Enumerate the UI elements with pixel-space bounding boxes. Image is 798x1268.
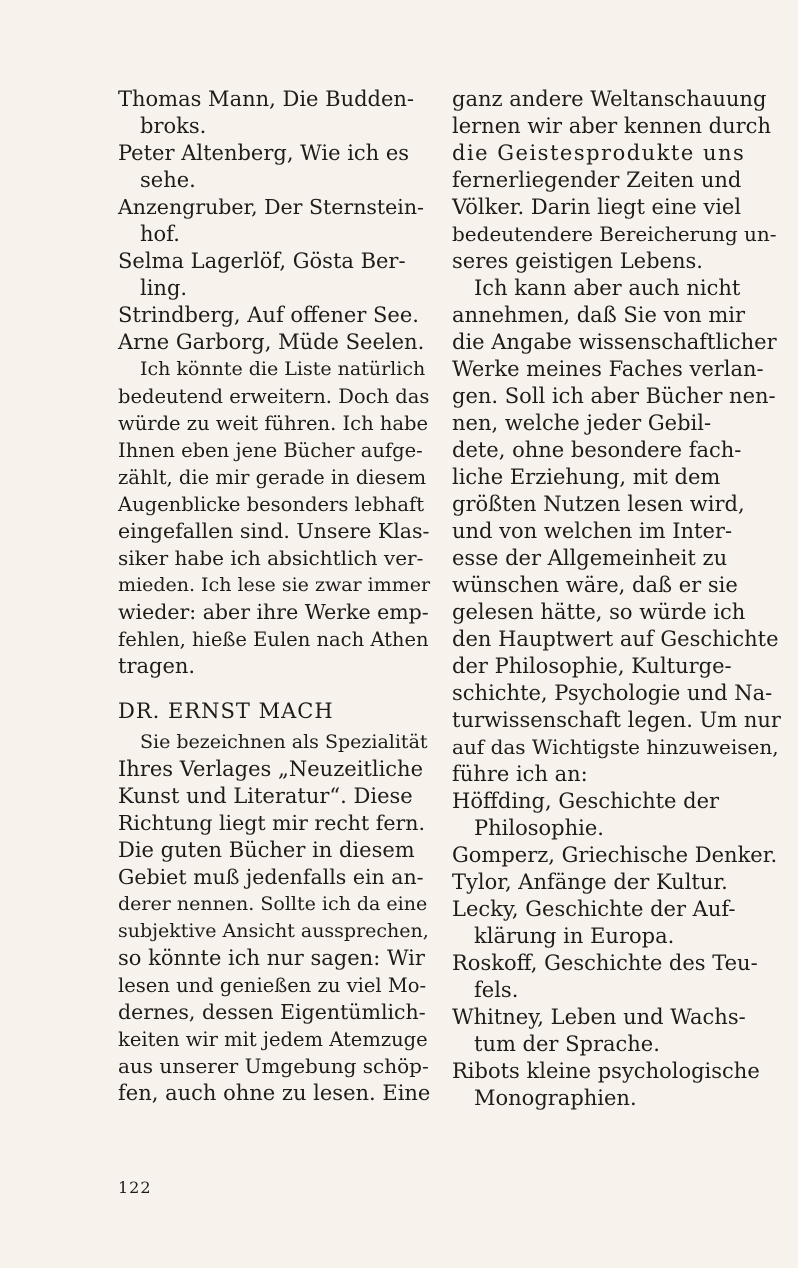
paragraph-line: fen, auch ohne zu lesen. Eine [118,1081,431,1105]
paragraph-line: fernerliegender Zeiten und [452,168,742,192]
paragraph-line: bedeutend erweitern. Doch das [118,385,430,408]
paragraph-line: siker habe ich absichtlich ver- [118,546,424,570]
paragraph-line: zählt, die mir gerade in diesem [118,466,427,489]
book-entry: Gomperz, Griechische Denker. [452,843,778,867]
paragraph-line: keiten wir mit jedem Atemzuge [118,1028,428,1051]
book-entry: Thomas Mann, Die Budden- [118,87,415,111]
book-entry: Arne Garborg, Müde Seelen. [118,330,425,354]
paragraph-line: und von welchen im Inter- [452,519,733,543]
paragraph-line: eingefallen sind. Unsere Klas- [118,519,430,543]
paragraph-line: Ihres Verlages „Neuzeitliche [118,757,424,781]
paragraph-line: fehlen, hieße Eulen nach Athen [118,628,429,651]
paragraph-line: liche Erziehung, mit dem [452,465,721,489]
book-entry-continuation: sehe. [140,168,196,192]
paragraph-line: dete, ohne besondere fach- [452,438,742,462]
paragraph-line: Ihnen eben jene Bücher aufge- [118,439,423,462]
paragraph-line: Gebiet muß jedenfalls ein an- [118,865,424,889]
paragraph-line: die Angabe wissenschaftlicher [452,330,777,354]
paragraph-line: nen, welche jeder Gebil- [452,411,712,435]
paragraph-line: so könnte ich nur sagen: Wir [118,946,425,970]
book-entry-continuation: Monographien. [474,1086,637,1110]
paragraph-line: wünschen wäre, daß er sie [452,573,738,597]
page-number: 122 [118,1178,152,1197]
book-entry-continuation: broks. [140,114,207,138]
paragraph-line: mieden. Ich lese sie zwar immer [118,574,431,596]
paragraph-line: den Hauptwert auf Geschichte [452,627,779,651]
book-entry: Ribots kleine psychologische [452,1059,760,1083]
left-column [118,86,430,1107]
book-entry: Roskoff, Geschichte des Teu- [452,951,758,975]
paragraph-line: Augenblicke besonders lebhaft [118,493,425,516]
paragraph-line: esse der Allgemeinheit zu [452,546,728,570]
paragraph-line: ganz andere Weltanschauung [452,87,767,111]
paragraph-line: dernes, dessen Eigentümlich- [118,1000,426,1024]
paragraph-line: auf das Wichtigste hinzuweisen, [452,735,779,759]
paragraph-line: Völker. Darin liegt eine viel [452,195,742,219]
paragraph-line: lernen wir aber kennen durch [452,114,771,138]
paragraph-line: würde zu weit führen. Ich habe [118,412,429,435]
paragraph-line: seres geistigen Lebens. [452,249,703,273]
paragraph-line: aus unserer Umgebung schöp- [118,1054,429,1078]
paragraph-line: bedeutendere Bereicherung un- [452,222,777,246]
paragraph-line: Sie bezeichnen als Spezialität [140,731,428,753]
paragraph-line: tragen. [118,654,196,678]
paragraph-line: turwissenschaft legen. Um nur [452,708,781,732]
book-entry-continuation: ling. [140,276,188,300]
book-entry: Anzengruber, Der Sternstein- [118,195,424,219]
book-entry-continuation: Philosophie. [474,816,604,840]
paragraph-line: subjektive Ansicht aussprechen, [118,920,429,942]
book-entry: Höffding, Geschichte der [452,789,720,813]
paragraph-line: Ich kann aber auch nicht [474,276,741,300]
paragraph-line: Kunst und Literatur“. Diese [118,784,413,808]
book-entry: Whitney, Leben und Wachs- [452,1005,746,1029]
paragraph-line: gen. Soll ich aber Bücher nen- [452,384,776,408]
book-entry: Peter Altenberg, Wie ich es [118,141,410,165]
paragraph-line: größten Nutzen lesen wird, [452,492,745,516]
paragraph-line: führe ich an: [452,762,588,786]
book-entry: Tylor, Anfänge der Kultur. [452,870,728,894]
book-entry-continuation: tum der Sprache. [474,1032,660,1056]
paragraph-line: die Geistesprodukte uns [452,141,746,165]
book-entry-continuation: fels. [474,978,519,1002]
book-entry: Strindberg, Auf offener See. [118,303,419,327]
paragraph-line: gelesen hätte, so würde ich [452,600,746,624]
paragraph-line: annehmen, daß Sie von mir [452,303,745,327]
paragraph-line: Die guten Bücher in diesem [118,838,415,862]
paragraph-line: Werke meines Faches verlan- [452,357,764,381]
paragraph-line: Richtung liegt mir recht fern. [118,811,425,835]
book-entry-continuation: klärung in Europa. [474,924,675,948]
paragraph-line: der Philosophie, Kulturge- [452,654,732,678]
paragraph-line: Ich könnte die Liste natürlich [140,358,426,380]
book-entry-continuation: hof. [140,222,180,246]
section-heading: DR. ERNST MACH [118,699,334,723]
paragraph-line: schichte, Psychologie und Na- [452,681,773,705]
book-entry: Selma Lagerlöf, Gösta Ber- [118,249,406,273]
book-entry: Lecky, Geschichte der Auf- [452,897,736,921]
right-column [452,86,784,1112]
paragraph-line: derer nennen. Sollte ich da eine [118,893,428,915]
paragraph-line: wieder: aber ihre Werke emp- [118,600,429,624]
paragraph-line: lesen und genießen zu viel Mo- [118,974,427,997]
